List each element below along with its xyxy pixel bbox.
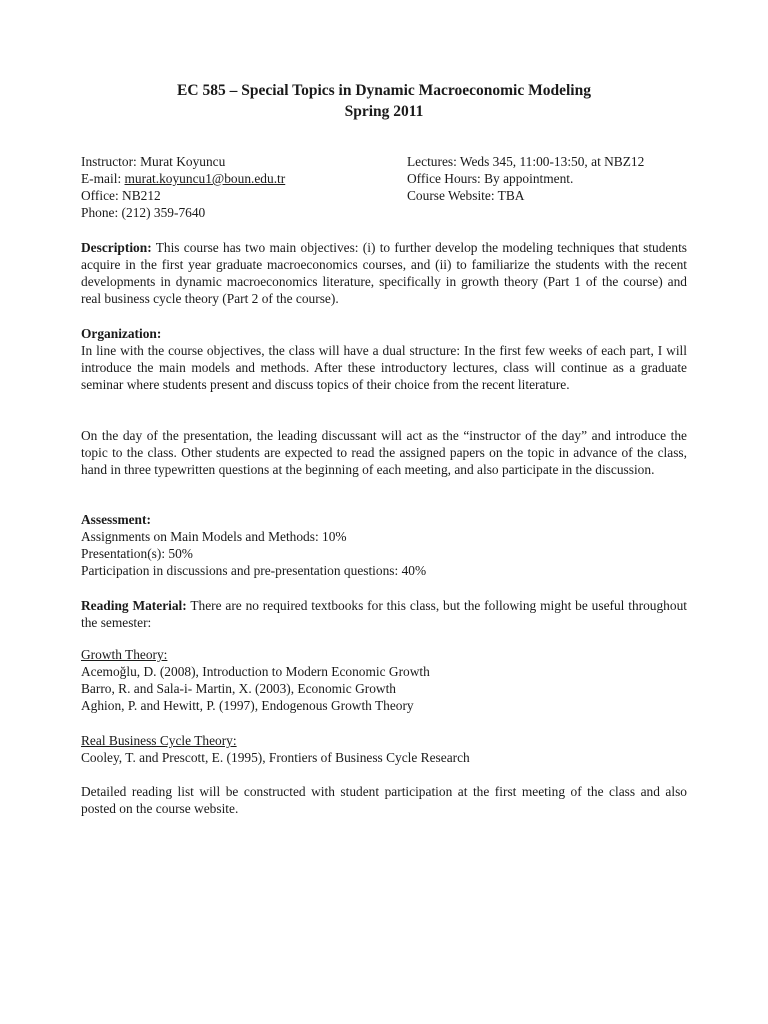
document-term: Spring 2011 <box>344 103 424 120</box>
schedule-info <box>407 153 644 204</box>
reference-item: Aghion, P. and Hewitt, P. (1997), Endogenous Growth Theory <box>81 698 414 713</box>
assessment-list <box>81 528 687 579</box>
instructor-line: Instructor: Murat Koyuncu <box>81 154 226 169</box>
description-text: This course has two main objectives: (i) to further develop the modeling techniques that students acquire in the first year graduate macroeconomics courses, and (ii) to familiarize the students with the recent developments in dynamic macroeconomics literature, specifically in growth theory (Part 1 of the course) and real business cycle theory (Part 2 of the course). <box>81 240 687 306</box>
growth-theory-section <box>81 646 687 714</box>
assessment-item: Presentation(s): 50% <box>81 546 193 561</box>
reference-item: Barro, R. and Sala-i- Martin, X. (2003), Economic Growth <box>81 681 396 696</box>
description-label: Description: <box>81 240 152 255</box>
email-label: E-mail: <box>81 171 125 186</box>
assessment-heading: Assessment: <box>81 512 151 527</box>
description-paragraph <box>81 239 687 307</box>
organization-heading: Organization: <box>81 326 162 341</box>
reference-item: Cooley, T. and Prescott, E. (1995), Frontiers of Business Cycle Research <box>81 750 470 765</box>
lectures-line: Lectures: Weds 345, 11:00-13:50, at NBZ12 <box>407 154 645 169</box>
rbc-theory-heading: Real Business Cycle Theory: <box>81 733 237 748</box>
document-title: EC 585 – Special Topics in Dynamic Macroeconomic Modeling <box>177 82 591 99</box>
reading-paragraph <box>81 597 687 631</box>
email-link[interactable]: murat.koyuncu1@boun.edu.tr <box>124 171 286 186</box>
contact-info <box>81 153 285 221</box>
reference-item: Acemoğlu, D. (2008), Introduction to Modern Economic Growth <box>81 664 430 679</box>
organization-paragraph-2: On the day of the presentation, the leading discussant will act as the “instructor of the day” and introduce the topic to the class. Other students are expected to read the assigned papers on the topic in advance of the class, hand in three typewritten questions at the beginning of each meeting, and also participate in the discussion. <box>81 428 687 477</box>
assessment-item: Participation in discussions and pre-presentation questions: 40% <box>81 563 427 578</box>
growth-theory-heading: Growth Theory: <box>81 647 168 662</box>
email-line <box>81 170 285 187</box>
rbc-theory-section <box>81 732 687 766</box>
reading-text: There are no required textbooks for this class, but the following might be useful throughout the semester: <box>81 598 687 630</box>
organization-paragraph-1: In line with the course objectives, the class will have a dual structure: In the first few weeks of each part, I will introduce the main models and methods. After these introductory lectures, class will continue as a graduate seminar where students present and discuss topics of their choice from the recent literature. <box>81 343 687 392</box>
website-line: Course Website: TBA <box>407 188 525 203</box>
assessment-item: Assignments on Main Models and Methods: 10% <box>81 529 347 544</box>
phone-line: Phone: (212) 359-7640 <box>81 205 206 220</box>
reading-label: Reading Material: <box>81 598 187 613</box>
closing-paragraph: Detailed reading list will be constructed with student participation at the first meeting of the class and also posted on the course website. <box>81 784 687 816</box>
office-hours-line: Office Hours: By appointment. <box>407 171 574 186</box>
office-line: Office: NB212 <box>81 188 161 203</box>
